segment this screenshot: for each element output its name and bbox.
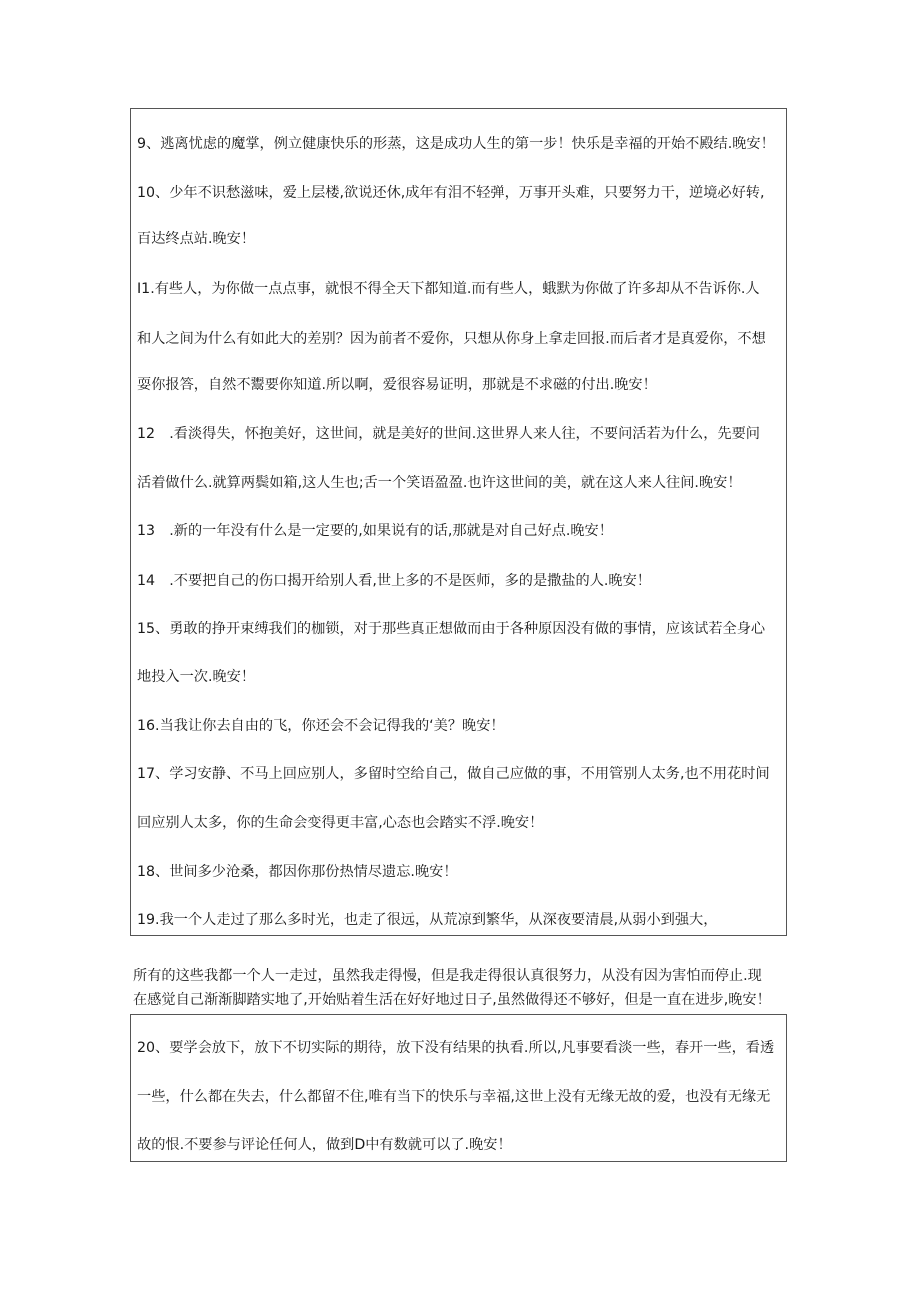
paragraph-20-line3: 故的恨.不要参与评论任何人，做到D中有数就可以了.晚安！	[137, 1137, 512, 1153]
paragraph-11-line3: 耍你报答，自然不鬻要你知道.所以啊，爱很容易证明，那就是不求磁的付出.晚安！	[137, 377, 657, 393]
paragraph-10-line1: 10、少年不识愁滋味，爱上层楼,欲说还休,成年有泪不轻弹，万事开头难，只要努力干，逆境必好转,	[137, 185, 765, 201]
paragraph-14: 14 .不要把自己的伤口揭开给别人看,世上多的不是医师，多的是撒盐的人.晚安！	[137, 573, 651, 589]
paragraph-16: 16.当我让你去自由的飞，你还会不会记得我的‘美？晚安！	[137, 718, 505, 734]
text-frame-upper	[130, 108, 787, 936]
paragraph-9: 9、逃离忧虑的魔掌，例立健康快乐的形蒸，这是成功人生的第一步！快乐是幸福的开始不殿结.晚安！	[137, 136, 775, 152]
paragraph-11-line1: I1.有些人，为你做一点点事，就恨不得全天下都知道.而有些人，蛾默为你做了许多却从不告诉你.人	[137, 281, 760, 297]
paragraph-10-line2: 百达终点站.晚安！	[137, 231, 256, 247]
paragraph-20-line2: 一些，什么都在失去，什么都留不住,唯有当下的快乐与幸福,这世上没有无缘无故的爱，也没有无缘无	[137, 1089, 771, 1105]
paragraph-17-line2: 回应别人太多，你的生命会变得更丰富,心态也会踏实不浮.晚安！	[137, 815, 544, 831]
paragraph-19-line3: 在感觉自己渐渐脚踏实地了,开始贴着生活在好好地过日子,虽然做得还不够好，但是一直在进步,晚安！	[133, 992, 771, 1008]
paragraph-17-line1: 17、学习安静、不马上回应别人，多留时空给自己，做自己应做的事，不用管别人太务,也不用花时间	[137, 766, 770, 782]
paragraph-12-line2: 活着做什么.就算两鬓如箱,这人生也;舌一个笑语盈盈.也许这世间的美，就在这人来人往间.晚安！	[137, 475, 742, 491]
paragraph-19-line2: 所有的这些我都一个人一走过，虽然我走得慢，但是我走得很认真很努力，从没有因为害怕而停止.现	[133, 968, 762, 984]
paragraph-15-line1: 15、勇敢的挣开束缚我们的枷锁，对于那些真正想做而由于各种原因没有做的事情，应该试若全身心	[137, 621, 766, 637]
paragraph-13: 13 .新的一年没有什么是一定要的,如果说有的话,那就是对自己好点.晚安！	[137, 523, 613, 539]
paragraph-11-line2: 和人之间为什么有如此大的差别？因为前者不爱你，只想从你身上拿走回报.而后者才是真爱你，不想	[137, 331, 766, 347]
text-frame-lower	[130, 1014, 787, 1162]
paragraph-12-line1: 12 .看淡得失，怀抱美好，这世间，就是美好的世间.这世界人来人往，不要问活若为什么，先要问	[137, 426, 760, 442]
paragraph-15-line2: 地投入一次.晚安！	[137, 669, 256, 685]
paragraph-18: 18、世间多少沧桑，都因你那份热情尽遗忘.晚安！	[137, 864, 458, 880]
paragraph-19-line1: 19.我一个人走过了那么多时光，也走了很远，从荒凉到繁华，从深夜要清晨,从弱小到强大，	[137, 912, 718, 928]
paragraph-20-line1: 20、要学会放下，放下不切实际的期待，放下没有结果的执看.所以,凡事要看淡一些，春开一些，看透	[137, 1040, 775, 1056]
